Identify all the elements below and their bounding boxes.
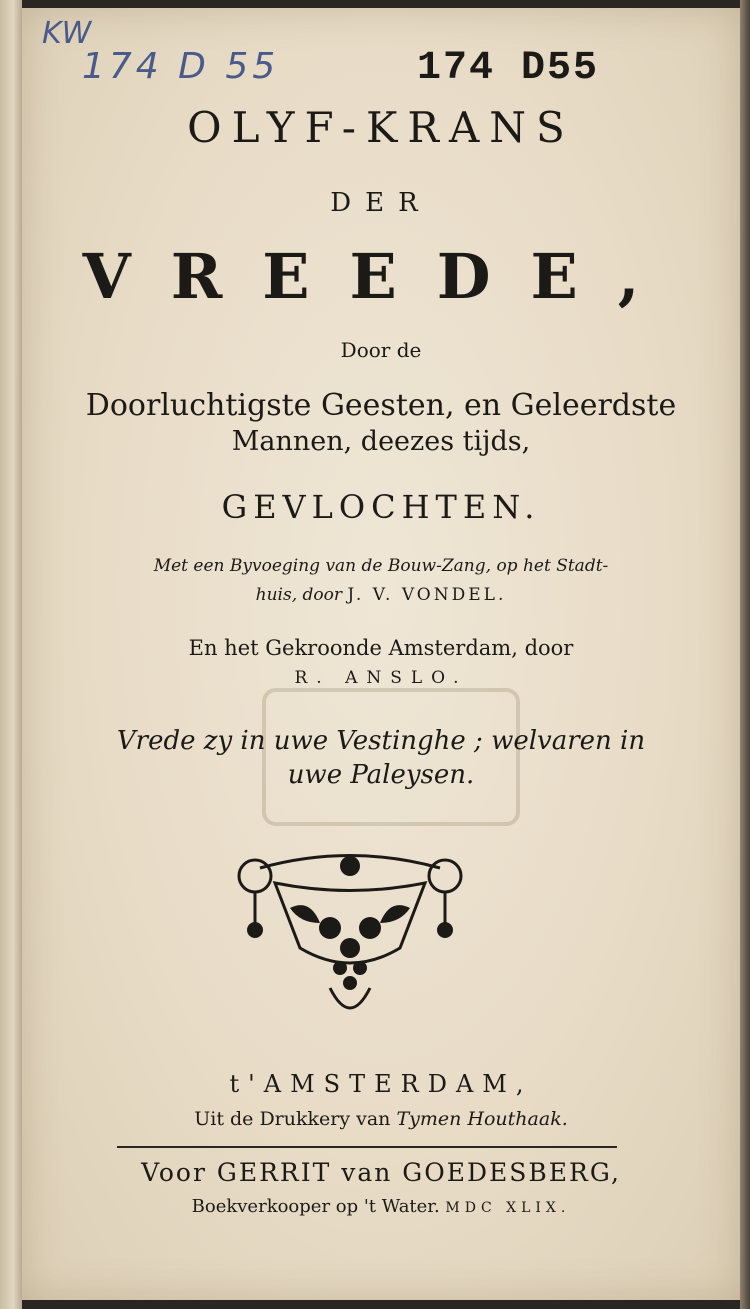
byline-gevlochten: GEVLOCHTEN. [221,488,541,526]
addition-line1: Met een Byvoeging van de Bouw-Zang, op het Stadt- [153,556,609,576]
imprint-bookseller [22,1196,740,1217]
addition-line2 [22,585,740,605]
imprint-publisher: Voor GERRIT van GOEDESBERG, [141,1158,621,1187]
imprint-city: t'AMSTERDAM, [229,1070,533,1098]
byline-door-de: Door de [340,338,422,362]
motto-line1: Vrede zy in uwe Vestinghe ; welvaren in [116,726,646,756]
addition-author-vondel: J. V. VONDEL. [347,585,507,605]
imprint-printer-prefix: Uit de Drukkery van [194,1108,391,1130]
imprint-year: MDC XLIX. [445,1200,571,1216]
handwritten-note-line2: 174 D 55 [82,46,280,87]
faded-library-stamp [262,688,520,826]
handwritten-note [42,16,282,96]
title-line-vreede: VREEDE, [82,240,680,313]
addition-line2-prefix: huis, door [255,585,342,605]
page-edge [740,0,750,1309]
imprint-printer-name: Tymen Houthaak. [396,1108,568,1130]
book-spine [0,0,22,1309]
motto-line2: uwe Paleysen. [287,760,475,790]
imprint-bookseller-text: Boekverkooper op 't Water. [191,1196,440,1217]
second-work-author-anslo: R. ANSLO. [294,668,468,688]
imprint-divider [117,1146,617,1148]
byline-line2: Mannen, deezes tijds, [231,426,531,457]
handwritten-note-line1: KW [42,16,92,51]
title-page [22,8,740,1300]
title-line-olyf-krans: OLYF-KRANS [187,103,575,152]
imprint-printer [22,1108,740,1130]
title-line-der: DER [330,188,432,218]
second-work-line1: En het Gekroonde Amsterdam, door [188,636,574,660]
fruit-basket-ornament-icon [220,838,480,1038]
byline-line1: Doorluchtigste Geesten, en Geleerdste [85,388,677,423]
shelfmark: 174 D55 [417,46,600,91]
